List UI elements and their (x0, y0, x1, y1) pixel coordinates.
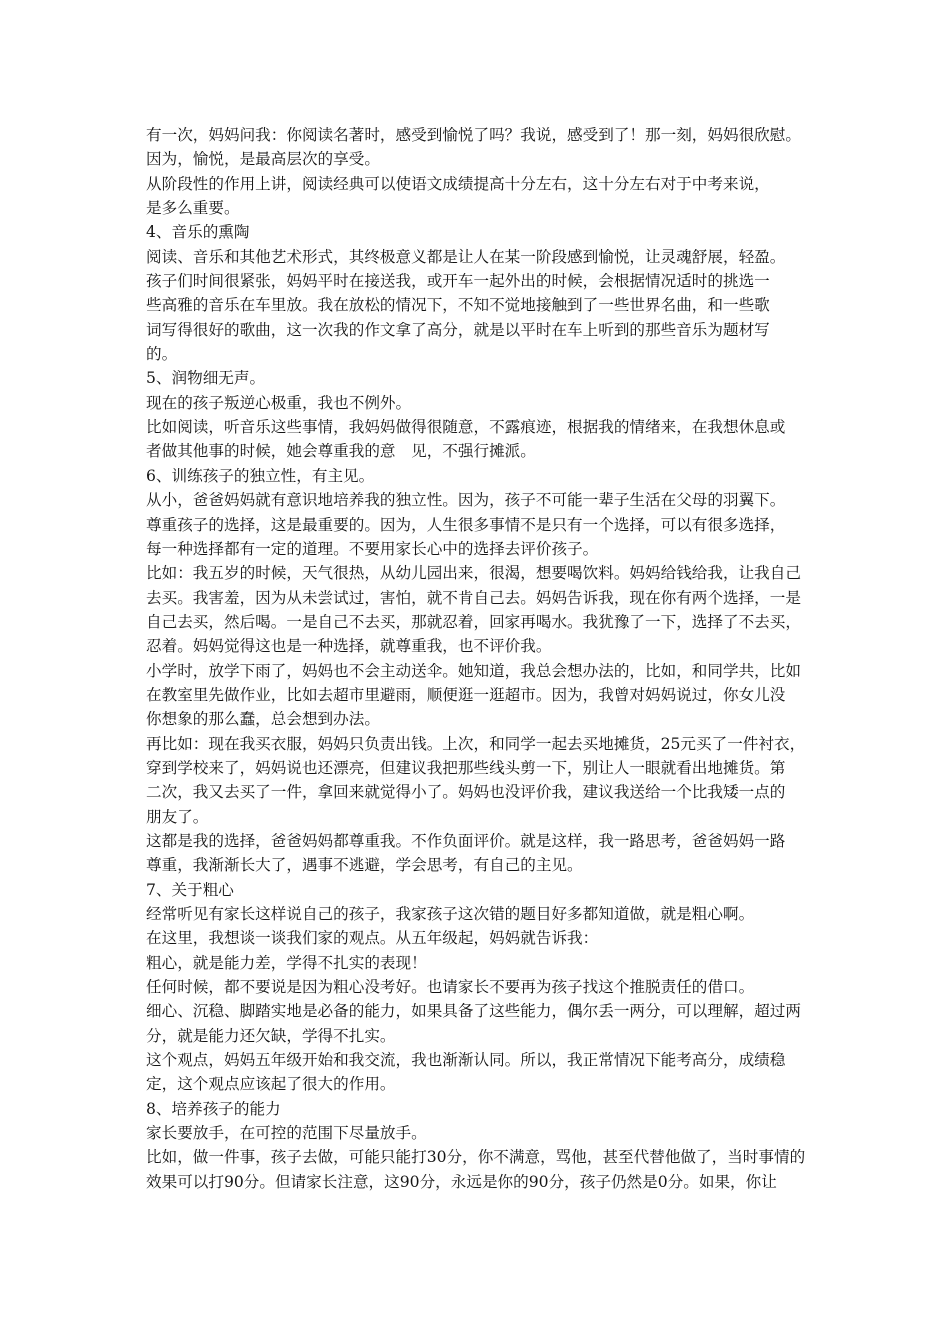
paragraph-line: 5、润物细无声。 (146, 369, 266, 388)
paragraph-line: 8、培养孩子的能力 (146, 1099, 281, 1118)
paragraph-line: 是多么重要。 (146, 199, 240, 218)
paragraph-line: 比如：我五岁的时候，天气很热，从幼儿园出来，很渴，想要喝饮料。妈妈给钱给我，让我自己 (146, 564, 801, 583)
paragraph-line: 细心、沉稳、脚踏实地是必备的能力，如果具备了这些能力，偶尔丢一两分，可以理解，超过两 (146, 1002, 801, 1021)
paragraph-line: 尊重，我渐渐长大了，遇事不逃避，学会思考，有自己的主见。 (146, 856, 583, 875)
paragraph-line: 6、训练孩子的独立性，有主见。 (146, 466, 375, 485)
paragraph-line: 小学时，放学下雨了，妈妈也不会主动送伞。她知道，我总会想办法的，比如，和同学共，比如 (146, 661, 801, 680)
paragraph-line: 二次，我又去买了一件，拿回来就觉得小了。妈妈也没评价我，建议我送给一个比我矮一点的 (146, 783, 786, 802)
paragraph-line: 孩子们时间很紧张，妈妈平时在接送我，或开车一起外出的时候，会根据情况适时的挑选一 (146, 272, 770, 291)
paragraph-line: 这都是我的选择，爸爸妈妈都尊重我。不作负面评价。就是这样，我一路思考，爸爸妈妈一路 (146, 831, 786, 850)
paragraph-line: 每一种选择都有一定的道理。不要用家长心中的选择去评价孩子。 (146, 539, 599, 558)
paragraph-line: 的。 (146, 345, 178, 364)
paragraph-line: 从小，爸爸妈妈就有意识地培养我的独立性。因为，孩子不可能一辈子生活在父母的羽翼下。 (146, 491, 786, 510)
paragraph-line: 去买。我害羞，因为从未尝试过，害怕，就不肯自己去。妈妈告诉我，现在你有两个选择，一是 (146, 588, 801, 607)
paragraph-line: 现在的孩子叛逆心极重，我也不例外。 (146, 393, 412, 412)
paragraph-line: 朋友了。 (146, 807, 209, 826)
paragraph-line: 有一次，妈妈问我：你阅读名著时，感受到愉悦了吗？我说，感受到了！那一刻，妈妈很欣慰。 (146, 126, 801, 144)
paragraph-line: 忍着。妈妈觉得这也是一种选择，就尊重我，也不评价我。 (146, 637, 552, 656)
paragraph-line: 4、音乐的熏陶 (146, 223, 250, 242)
paragraph-line: 你想象的那么蠢，总会想到办法。 (146, 710, 380, 729)
paragraph-line: 尊重孩子的选择，这是最重要的。因为，人生很多事情不是只有一个选择，可以有很多选择， (146, 515, 786, 534)
paragraph-line: 在这里，我想谈一谈我们家的观点。从五年级起，妈妈就告诉我： (146, 929, 599, 948)
paragraph-line: 穿到学校来了，妈妈说也还漂亮，但建议我把那些线头剪一下，别让人一眼就看出地摊货。第 (146, 758, 786, 777)
paragraph-line: 粗心，就是能力差，学得不扎实的表现！ (146, 953, 427, 972)
paragraph-line: 任何时候，都不要说是因为粗心没考好。也请家长不要再为孩子找这个推脱责任的借口。 (146, 978, 755, 997)
paragraph-line: 者做其他事的时候，她会尊重我的意 见，不强行摊派。 (146, 442, 536, 461)
paragraph-line: 7、关于粗心 (146, 880, 234, 899)
paragraph-line: 比如，做一件事，孩子去做，可能只能打30分，你不满意，骂他，甚至代替他做了，当时事情的 (146, 1148, 806, 1167)
paragraph-line: 分，就是能力还欠缺，学得不扎实。 (146, 1026, 396, 1045)
paragraph-line: 效果可以打90分。但请家长注意，这90分，永远是你的90分，孩子仍然是0分。如果，你让 (146, 1172, 777, 1191)
paragraph-line: 些高雅的音乐在车里放。我在放松的情况下，不知不觉地接触到了一些世界名曲，和一些歌 (146, 296, 770, 315)
paragraph-line: 这个观点，妈妈五年级开始和我交流，我也渐渐认同。所以，我正常情况下能考高分，成绩稳 (146, 1051, 786, 1070)
paragraph-line: 在教室里先做作业，比如去超市里避雨，顺便逛一逛超市。因为，我曾对妈妈说过，你女儿没 (146, 685, 786, 704)
paragraph-line: 从阶段性的作用上讲，阅读经典可以使语文成绩提高十分左右，这十分左右对于中考来说， (146, 174, 770, 193)
paragraph-line: 比如阅读，听音乐这些事情，我妈妈做得很随意，不露痕迹，根据我的情绪来，在我想休息或 (146, 418, 786, 437)
paragraph-line: 阅读、音乐和其他艺术形式，其终极意义都是让人在某一阶段感到愉悦，让灵魂舒展，轻盈。 (146, 247, 786, 266)
paragraph-line: 家长要放手，在可控的范围下尽量放手。 (146, 1124, 427, 1143)
article-body (146, 123, 811, 1194)
paragraph-line: 词写得很好的歌曲，这一次我的作文拿了高分，就是以平时在车上听到的那些音乐为题材写 (146, 320, 770, 339)
paragraph-line: 因为，愉悦，是最高层次的享受。 (146, 150, 380, 169)
paragraph-line: 定，这个观点应该起了很大的作用。 (146, 1075, 396, 1094)
paragraph-line: 自己去买，然后喝。一是自己不去买，那就忍着，回家再喝水。我犹豫了一下，选择了不去买， (146, 612, 801, 631)
paragraph-line: 再比如：现在我买衣服，妈妈只负责出钱。上次，和同学一起去买地摊货，25元买了一件衬衣， (146, 734, 806, 753)
paragraph-line: 经常听见有家长这样说自己的孩子，我家孩子这次错的题目好多都知道做，就是粗心啊。 (146, 905, 755, 923)
